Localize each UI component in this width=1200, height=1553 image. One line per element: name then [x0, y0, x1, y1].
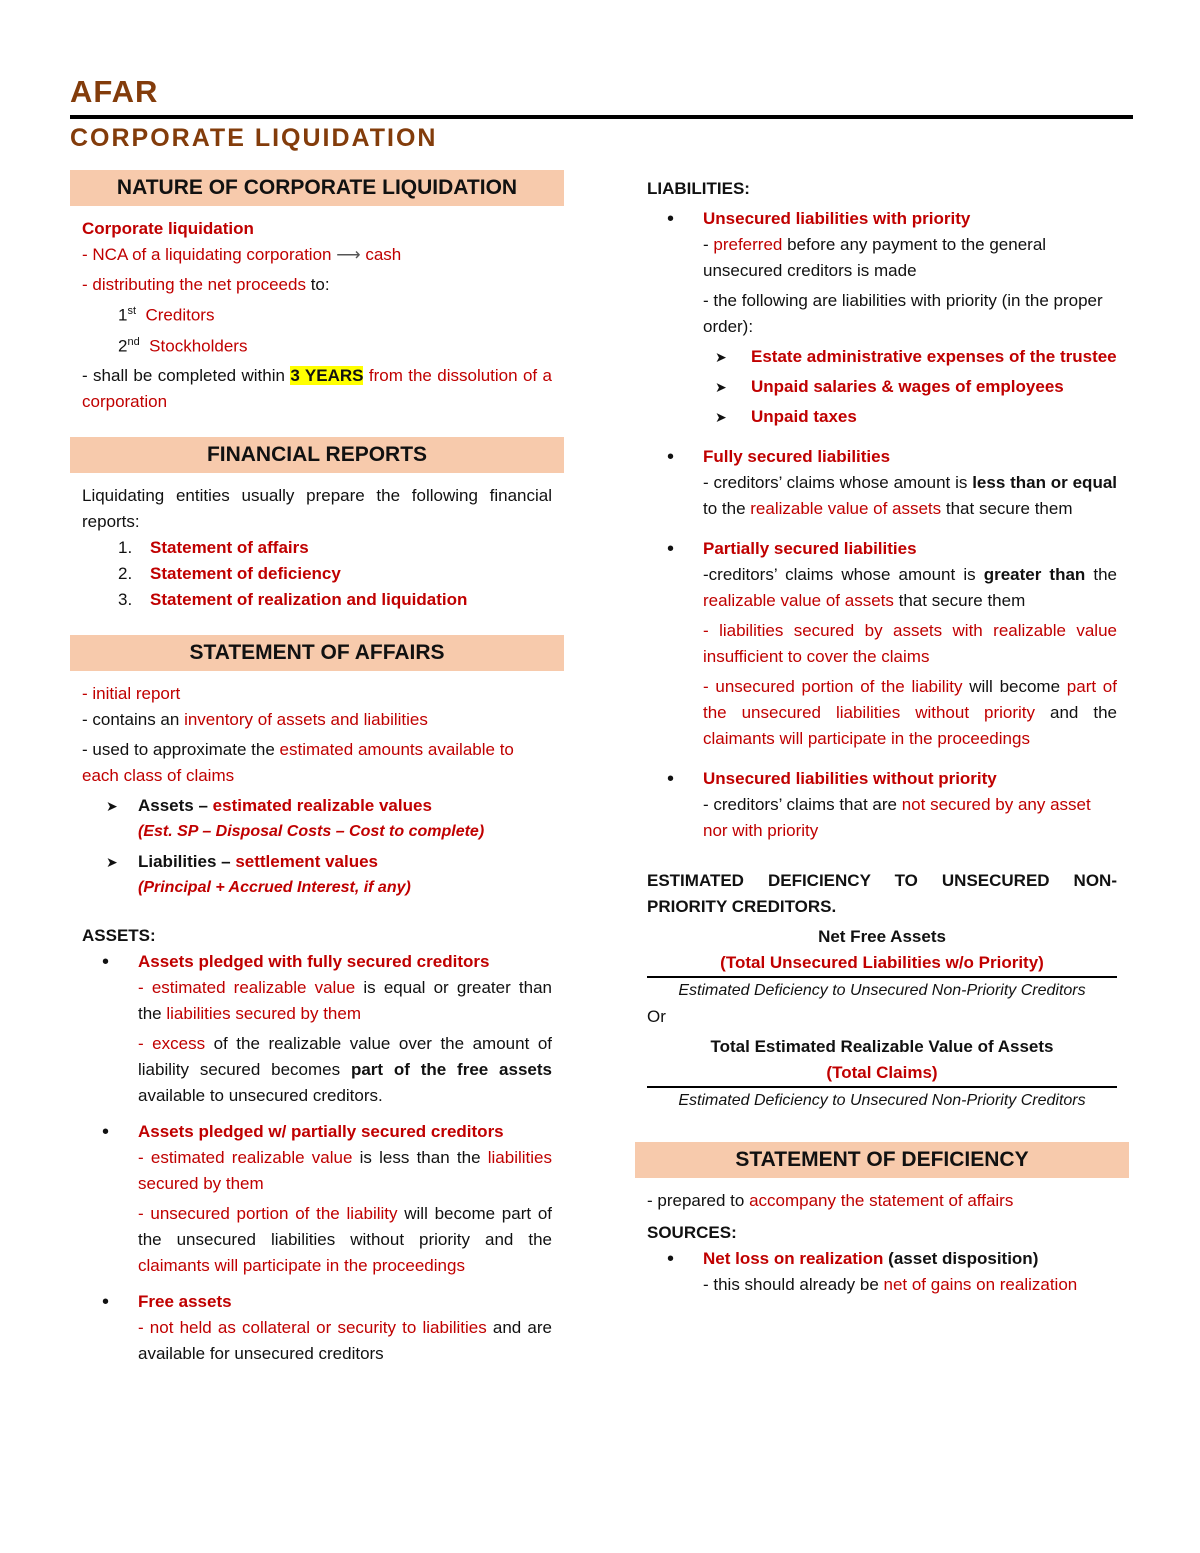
list-item: • Fully secured liabilities - creditors’ claims whose amount is less than or equal to the realizable value of assets that secure them	[667, 444, 1117, 522]
assets-heading: ASSETS:	[82, 926, 156, 946]
subject-title: AFAR	[70, 74, 159, 109]
highlight-3-years: 3 YEARS	[290, 366, 364, 386]
bullet-icon: •	[667, 446, 675, 468]
deficiency-formula-heading: ESTIMATED DEFICIENCY TO UNSECURED NON-PRIORITY CREDITORS.	[647, 871, 1117, 916]
topic-title: CORPORATE LIQUIDATION	[70, 124, 438, 152]
list-item: • Partially secured liabilities -creditors’ claims whose amount is greater than the realizable value of assets that secure them - liabilities secured by assets with realizable value insufficient to cover the claims - unsecured portion of the liability will become part of the unsecured liabilities without priority and the claimants will participate in the proceedings	[667, 536, 1117, 752]
arrowhead-icon: ➤	[715, 349, 727, 365]
list-item: • Unsecured liabilities without priority - creditors’ claims that are not secured by any asset nor with priority	[667, 766, 1117, 844]
arrowhead-icon: ➤	[106, 854, 118, 871]
list-item: ➤ Unpaid taxes	[715, 404, 1117, 430]
affairs-arrow-list	[106, 793, 552, 901]
nca-line: - NCA of a liquidating corporation ⟶ cash	[82, 245, 402, 264]
section-band-reports: FINANCIAL REPORTS	[70, 437, 564, 473]
liabilities-heading: LIABILITIES:	[647, 179, 750, 198]
deficiency-text: - prepared to accompany the statement of affairs SOURCES:	[647, 1191, 1014, 1242]
list-item: 3. Statement of realization and liquidation	[118, 590, 468, 610]
header-rule	[70, 115, 1133, 119]
term-heading: Corporate liquidation	[82, 219, 254, 238]
affairs-text: - initial report - contains an inventory of assets and liabilities - used to approximate the estimated amounts available to each class of claims	[82, 684, 514, 786]
list-item: • Assets pledged with fully secured creditors - estimated realizable value is equal or greater than the liabilities secured by them - excess of the realizable value over the amount of liability secured becomes part of the free assets available to unsecured creditors.	[102, 949, 552, 1109]
bullet-icon: •	[667, 1248, 675, 1270]
list-item: 2. Statement of deficiency	[118, 564, 341, 584]
list-item: • Unsecured liabilities with priority - preferred before any payment to the general unsecured creditors is made - the following are liabilities with priority (in the proper order): ➤ Estate administrative expenses of the trustee ➤ Unpaid salaries & wages of employees ➤ Unpaid taxes	[667, 206, 1117, 430]
completion-line: - shall be completed within 3 YEARS from the dissolution of a corporation	[82, 366, 552, 412]
bullet-icon: •	[667, 208, 675, 230]
order-stockholders: 2nd Stockholders	[118, 335, 248, 356]
arrowhead-icon: ➤	[715, 409, 727, 425]
reports-intro: Liquidating entities usually prepare the following financial reports:	[82, 486, 552, 532]
nature-text	[82, 216, 552, 415]
bullet-icon: •	[102, 951, 110, 974]
list-item: • Net loss on realization (asset disposition) - this should already be net of gains on realization	[667, 1246, 1117, 1298]
list-item: 1. Statement of affairs	[118, 538, 309, 558]
section-band-affairs: STATEMENT OF AFFAIRS	[70, 635, 564, 671]
list-item: • Assets pledged w/ partially secured creditors - estimated realizable value is less than the liabilities secured by them - unsecured portion of the liability will become part of the unsecured liabilities without priority and the claimants will participate in the proceedings	[102, 1119, 552, 1279]
or-text: Or	[647, 1007, 666, 1026]
bullet-icon: •	[102, 1121, 110, 1144]
formula-1: Net Free Assets (Total Unsecured Liabilities w/o Priority) Estimated Deficiency to Unsecured Non-Priority Creditors	[647, 924, 1117, 1004]
list-item: ➤ Liabilities – settlement values (Principal + Accrued Interest, if any)	[106, 849, 552, 901]
arrowhead-icon: ➤	[715, 379, 727, 395]
section-band-nature: NATURE OF CORPORATE LIQUIDATION	[70, 170, 564, 206]
section-band-deficiency: STATEMENT OF DEFICIENCY	[635, 1142, 1129, 1178]
arrow-icon: ⟶	[336, 245, 361, 264]
priority-order-list	[715, 344, 1117, 430]
list-item: ➤ Estate administrative expenses of the trustee	[715, 344, 1117, 370]
bullet-icon: •	[667, 538, 675, 560]
list-item: • Free assets - not held as collateral or security to liabilities and are available for unsecured creditors	[102, 1289, 552, 1367]
order-creditors: 1st Creditors	[118, 305, 215, 325]
list-item: ➤ Assets – estimated realizable values (Est. SP – Disposal Costs – Cost to complete)	[106, 793, 552, 845]
distribute-line: - distributing the net proceeds to:	[82, 275, 330, 294]
bullet-icon: •	[102, 1291, 110, 1314]
bullet-icon: •	[667, 768, 675, 790]
right-column	[635, 170, 1129, 1298]
formula-2: Total Estimated Realizable Value of Assets (Total Claims) Estimated Deficiency to Unsecured Non-Priority Creditors	[647, 1034, 1117, 1114]
arrowhead-icon: ➤	[106, 798, 118, 815]
reports-list	[118, 535, 552, 613]
left-column	[70, 170, 564, 1367]
list-item: ➤ Unpaid salaries & wages of employees	[715, 374, 1117, 400]
